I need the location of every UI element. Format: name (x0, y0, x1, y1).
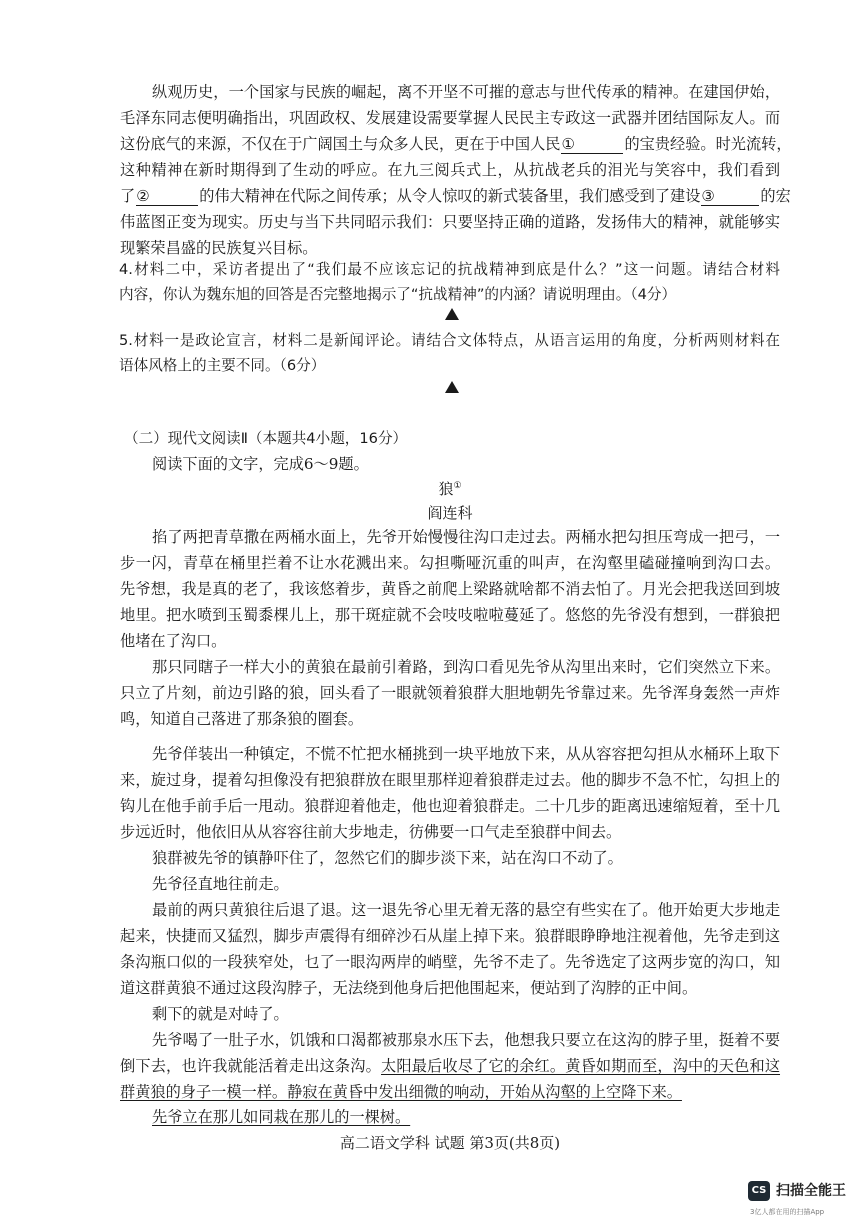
scanner-watermark (748, 1179, 858, 1223)
story-line: 最前的两只黄狼往后退了退。这一退先爷心里无着无落的悬空有些实在了。他开始更大步地走 (152, 901, 780, 919)
story-line: 起来，快捷而又猛烈，脚步声震得有细碎沙石从崖上掉下来。狼群眼睁睁地注视着他，先爷走到这 (120, 927, 780, 945)
material-text: 的宏 (760, 187, 791, 205)
camscanner-logo-icon: CS (748, 1181, 770, 1201)
story-line: 剩下的就是对峙了。 (152, 1005, 289, 1023)
question-5-line-2: 语体风格上的主要不同。（6分） (119, 357, 326, 374)
story-title (120, 478, 780, 499)
story-line: 先爷想，我是真的老了，我该悠着步，黄昏之前爬上梁路就啥都不消去怕了。月光会把我送回到坡 (120, 580, 780, 598)
answer-marker-triangle (445, 308, 459, 320)
story-line: 地里。把水喷到玉蜀黍棵儿上，那干斑症就不会吱吱啦啦蔓延了。悠悠的先爷没有想到，一群狼把 (120, 606, 780, 624)
watermark-name: 扫描全能王 (776, 1183, 846, 1199)
page-footer: 高二语文学科 试题 第3页(共8页) (339, 1134, 561, 1152)
story-line: 只立了片刻，前边引路的狼，回头看了一眼就领着狼群大胆地朝先爷靠过来。先爷浑身轰然一声炸 (120, 684, 780, 702)
story-line: 先爷喝了一肚子水，饥饿和口渴都被那泉水压下去，他想我只要立在这沟的脖子里，挺着不要 (152, 1031, 780, 1049)
story-author: 阎连科 (427, 504, 473, 522)
material-text: 的宝贵经验。时光流转， (624, 135, 792, 153)
material-line-2: 毛泽东同志便明确指出，巩固政权、发展建设需要掌握人民民主专政这一武器并团结国际友人。而 (120, 109, 780, 127)
story-line (120, 1053, 780, 1079)
story-line: 那只同瞎子一样大小的黄狼在最前引着路，到沟口看见先爷从沟里出来时，它们突然立下来。 (152, 658, 780, 676)
story-line: 步远近时，他依旧从从容容往前大步地走，彷佛要一口气走至狼群中间去。 (120, 823, 622, 841)
section-instruction: 阅读下面的文字，完成6～9题。 (152, 455, 369, 473)
material-line-5 (120, 183, 791, 209)
underlined-passage: 群黄狼的身子一模一样。静寂在黄昏中发出细微的响动，开始从沟壑的上空降下来。 (120, 1083, 682, 1101)
story-line: 鸣，知道自己落进了那条狼的圈套。 (120, 710, 363, 728)
watermark-tagline: 3亿人都在用的扫描App (750, 1208, 825, 1216)
material-text: 的伟大精神在代际之间传承；从令人惊叹的新式装备里，我们感受到了建设 (199, 187, 701, 205)
story-title-text: 狼 (438, 480, 454, 498)
story-line: 步一闪，青草在桶里拦着不让水花溅出来。勾担嘶哑沉重的叫声，在沟壑里磕碰撞响到沟口去。 (120, 554, 780, 572)
question-4-line-2: 内容，你认为魏东旭的回答是否完整地揭示了“抗战精神”的内涵？请说明理由。（4分） (119, 286, 677, 303)
material-line-7: 现繁荣昌盛的民族复兴目标。 (120, 239, 318, 257)
story-line: 道这群黄狼不通过这段沟脖子，无法绕到他身后把他围起来，便站到了沟脖的正中间。 (120, 979, 698, 997)
material-line-3 (120, 131, 792, 157)
story-line: 掐了两把青草撒在两桶水面上，先爷开始慢慢往沟口走过去。两桶水把勾担压弯成一把弓，一 (152, 528, 780, 546)
question-4-line-1: 4.材料二中，采访者提出了“我们最不应该忘记的抗战精神到底是什么？”这一问题。请结合材料 (119, 261, 780, 278)
material-line-4: 这种精神在新时期得到了生动的呼应。在九三阅兵式上，从抗战老兵的泪光与笑容中，我们看到 (120, 161, 780, 179)
blank-2: ② (136, 187, 198, 206)
story-line: 来，旋过身，提着勾担像没有把狼群放在眼里那样迎着狼群走过去。他的脚步不急不忙，勾担上的 (120, 771, 780, 789)
blank-3: ③ (701, 187, 759, 206)
story-text: 倒下去，也许我就能活着走出这条沟。 (120, 1057, 381, 1075)
material-text: 这份底气的来源，不仅在于广阔国土与众多人民，更在于中国人民 (120, 135, 561, 153)
story-line (120, 1079, 780, 1105)
section-heading: （二）现代文阅读Ⅱ（本题共4小题，16分） (124, 430, 408, 447)
story-line: 先爷径直地往前走。 (152, 875, 289, 893)
material-text: 了 (120, 187, 136, 205)
footnote-mark: ① (453, 481, 462, 491)
underlined-passage: 太阳最后收尽了它的余红。黄昏如期而至，沟中的天色和这 (381, 1057, 781, 1075)
story-line: 条沟瓶口似的一段狭窄处，乜了一眼沟两岸的峭壁，先爷不走了。先爷选定了这两步宽的沟口，知 (120, 953, 780, 971)
story-line (120, 1104, 780, 1130)
material-line-6: 伟蓝图正变为现实。历史与当下共同昭示我们：只要坚持正确的道路，发扬伟大的精神，就能够实 (120, 213, 780, 231)
question-5-line-1: 5.材料一是政论宣言，材料二是新闻评论。请结合文体特点，从语言运用的角度，分析两则材料在 (119, 332, 780, 349)
material-line-1: 纵观历史，一个国家与民族的崛起，离不开坚不可摧的意志与世代传承的精神。在建国伊始， (152, 83, 780, 101)
story-line: 钩儿在他手前手后一甩动。狼群迎着他走，他也迎着狼群走。二十几步的距离迅速缩短着，至十几 (120, 797, 780, 815)
story-line: 先爷佯装出一种镇定，不慌不忙把水桶挑到一块平地放下来，从从容容把勾担从水桶环上取下 (152, 745, 780, 763)
underlined-passage: 先爷立在那儿如同栽在那儿的一棵树。 (152, 1108, 411, 1126)
story-line: 狼群被先爷的镇静吓住了，忽然它们的脚步淡下来，站在沟口不动了。 (152, 849, 623, 867)
blank-1: ① (561, 135, 623, 154)
story-line: 他堵在了沟口。 (120, 632, 227, 650)
answer-marker-triangle (445, 381, 459, 393)
